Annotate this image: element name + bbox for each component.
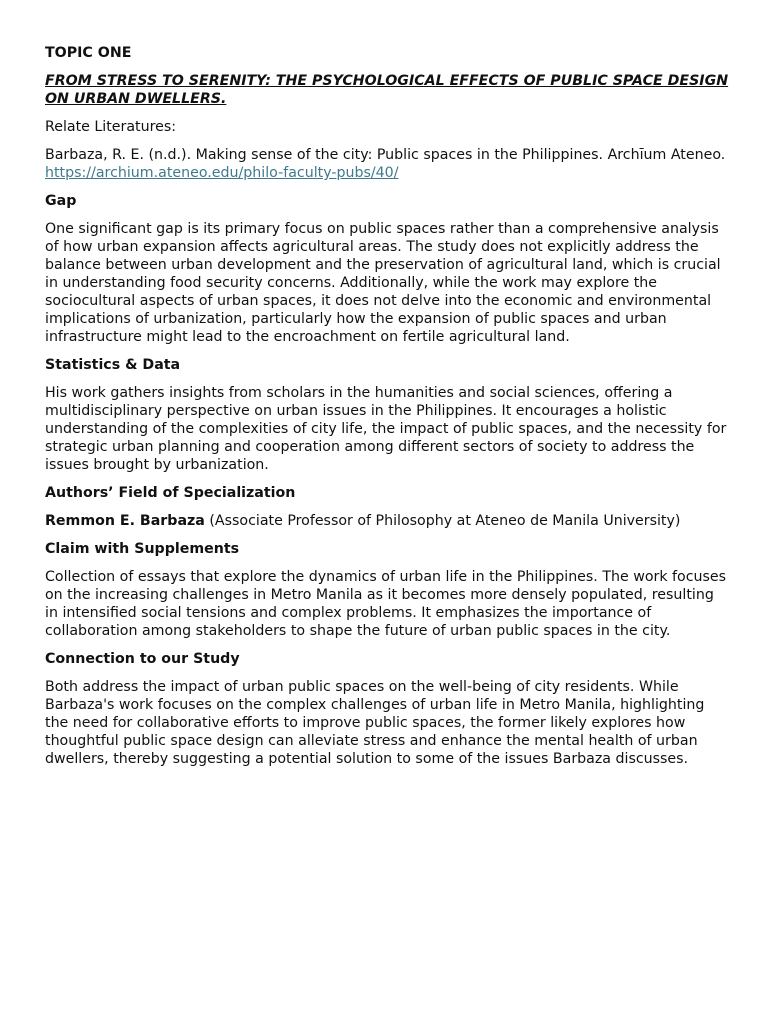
statistics-heading: Statistics & Data <box>45 357 181 373</box>
authors-heading: Authors’ Field of Specialization <box>45 485 296 501</box>
relate-literatures-label: Relate Literatures: <box>45 119 177 135</box>
author-entry <box>45 512 729 530</box>
reference-citation: Barbaza, R. E. (n.d.). Making sense of the city: Public spaces in the Philippines. Archīum Ateneo. <box>45 147 726 163</box>
document-title: FROM STRESS TO SERENITY: THE PSYCHOLOGICAL EFFECTS OF PUBLIC SPACE DESIGN ON URBAN DWELLERS. <box>45 73 729 107</box>
gap-heading: Gap <box>45 193 77 209</box>
statistics-body: His work gathers insights from scholars in the humanities and social sciences, offering a multidisciplinary perspective on urban issues in the Philippines. It encourages a holistic understanding of the complexities of city life, the impact of public spaces, and the necessity for strategic urban planning and cooperation among different sectors of society to address the issues brought by urbanization. <box>45 385 727 473</box>
claim-body: Collection of essays that explore the dynamics of urban life in the Philippines. The work focuses on the increasing challenges in Metro Manila as it becomes more densely populated, resulting in intensified social tensions and complex problems. It emphasizes the importance of collaboration among stakeholders to shape the future of urban public spaces in the city. <box>45 569 727 639</box>
connection-heading: Connection to our Study <box>45 651 240 667</box>
reference-link[interactable]: https://archium.ateneo.edu/philo-faculty-pubs/40/ <box>45 165 399 181</box>
claim-heading: Claim with Supplements <box>45 541 240 557</box>
topic-label: TOPIC ONE <box>45 45 132 61</box>
author-name: Remmon E. Barbaza <box>45 513 205 529</box>
document-page <box>45 44 729 778</box>
connection-body: Both address the impact of urban public spaces on the well-being of city residents. While Barbaza's work focuses on the complex challenges of urban life in Metro Manila, highlighting the need for collaborative efforts to improve public spaces, the former likely explores how thoughtful public space design can alleviate stress and enhance the mental health of urban dwellers, thereby suggesting a potential solution to some of the issues Barbaza discusses. <box>45 679 705 767</box>
reference-entry <box>45 146 729 182</box>
author-role: (Associate Professor of Philosophy at Ateneo de Manila University) <box>209 513 681 529</box>
gap-body: One significant gap is its primary focus on public spaces rather than a comprehensive analysis of how urban expansion affects agricultural areas. The study does not explicitly address the balance between urban development and the preservation of agricultural land, which is crucial in understanding food security concerns. Additionally, while the work may explore the sociocultural aspects of urban spaces, it does not delve into the economic and environmental implications of urbanization, particularly how the expansion of public spaces and urban infrastructure might lead to the encroachment on fertile agricultural land. <box>45 221 721 345</box>
